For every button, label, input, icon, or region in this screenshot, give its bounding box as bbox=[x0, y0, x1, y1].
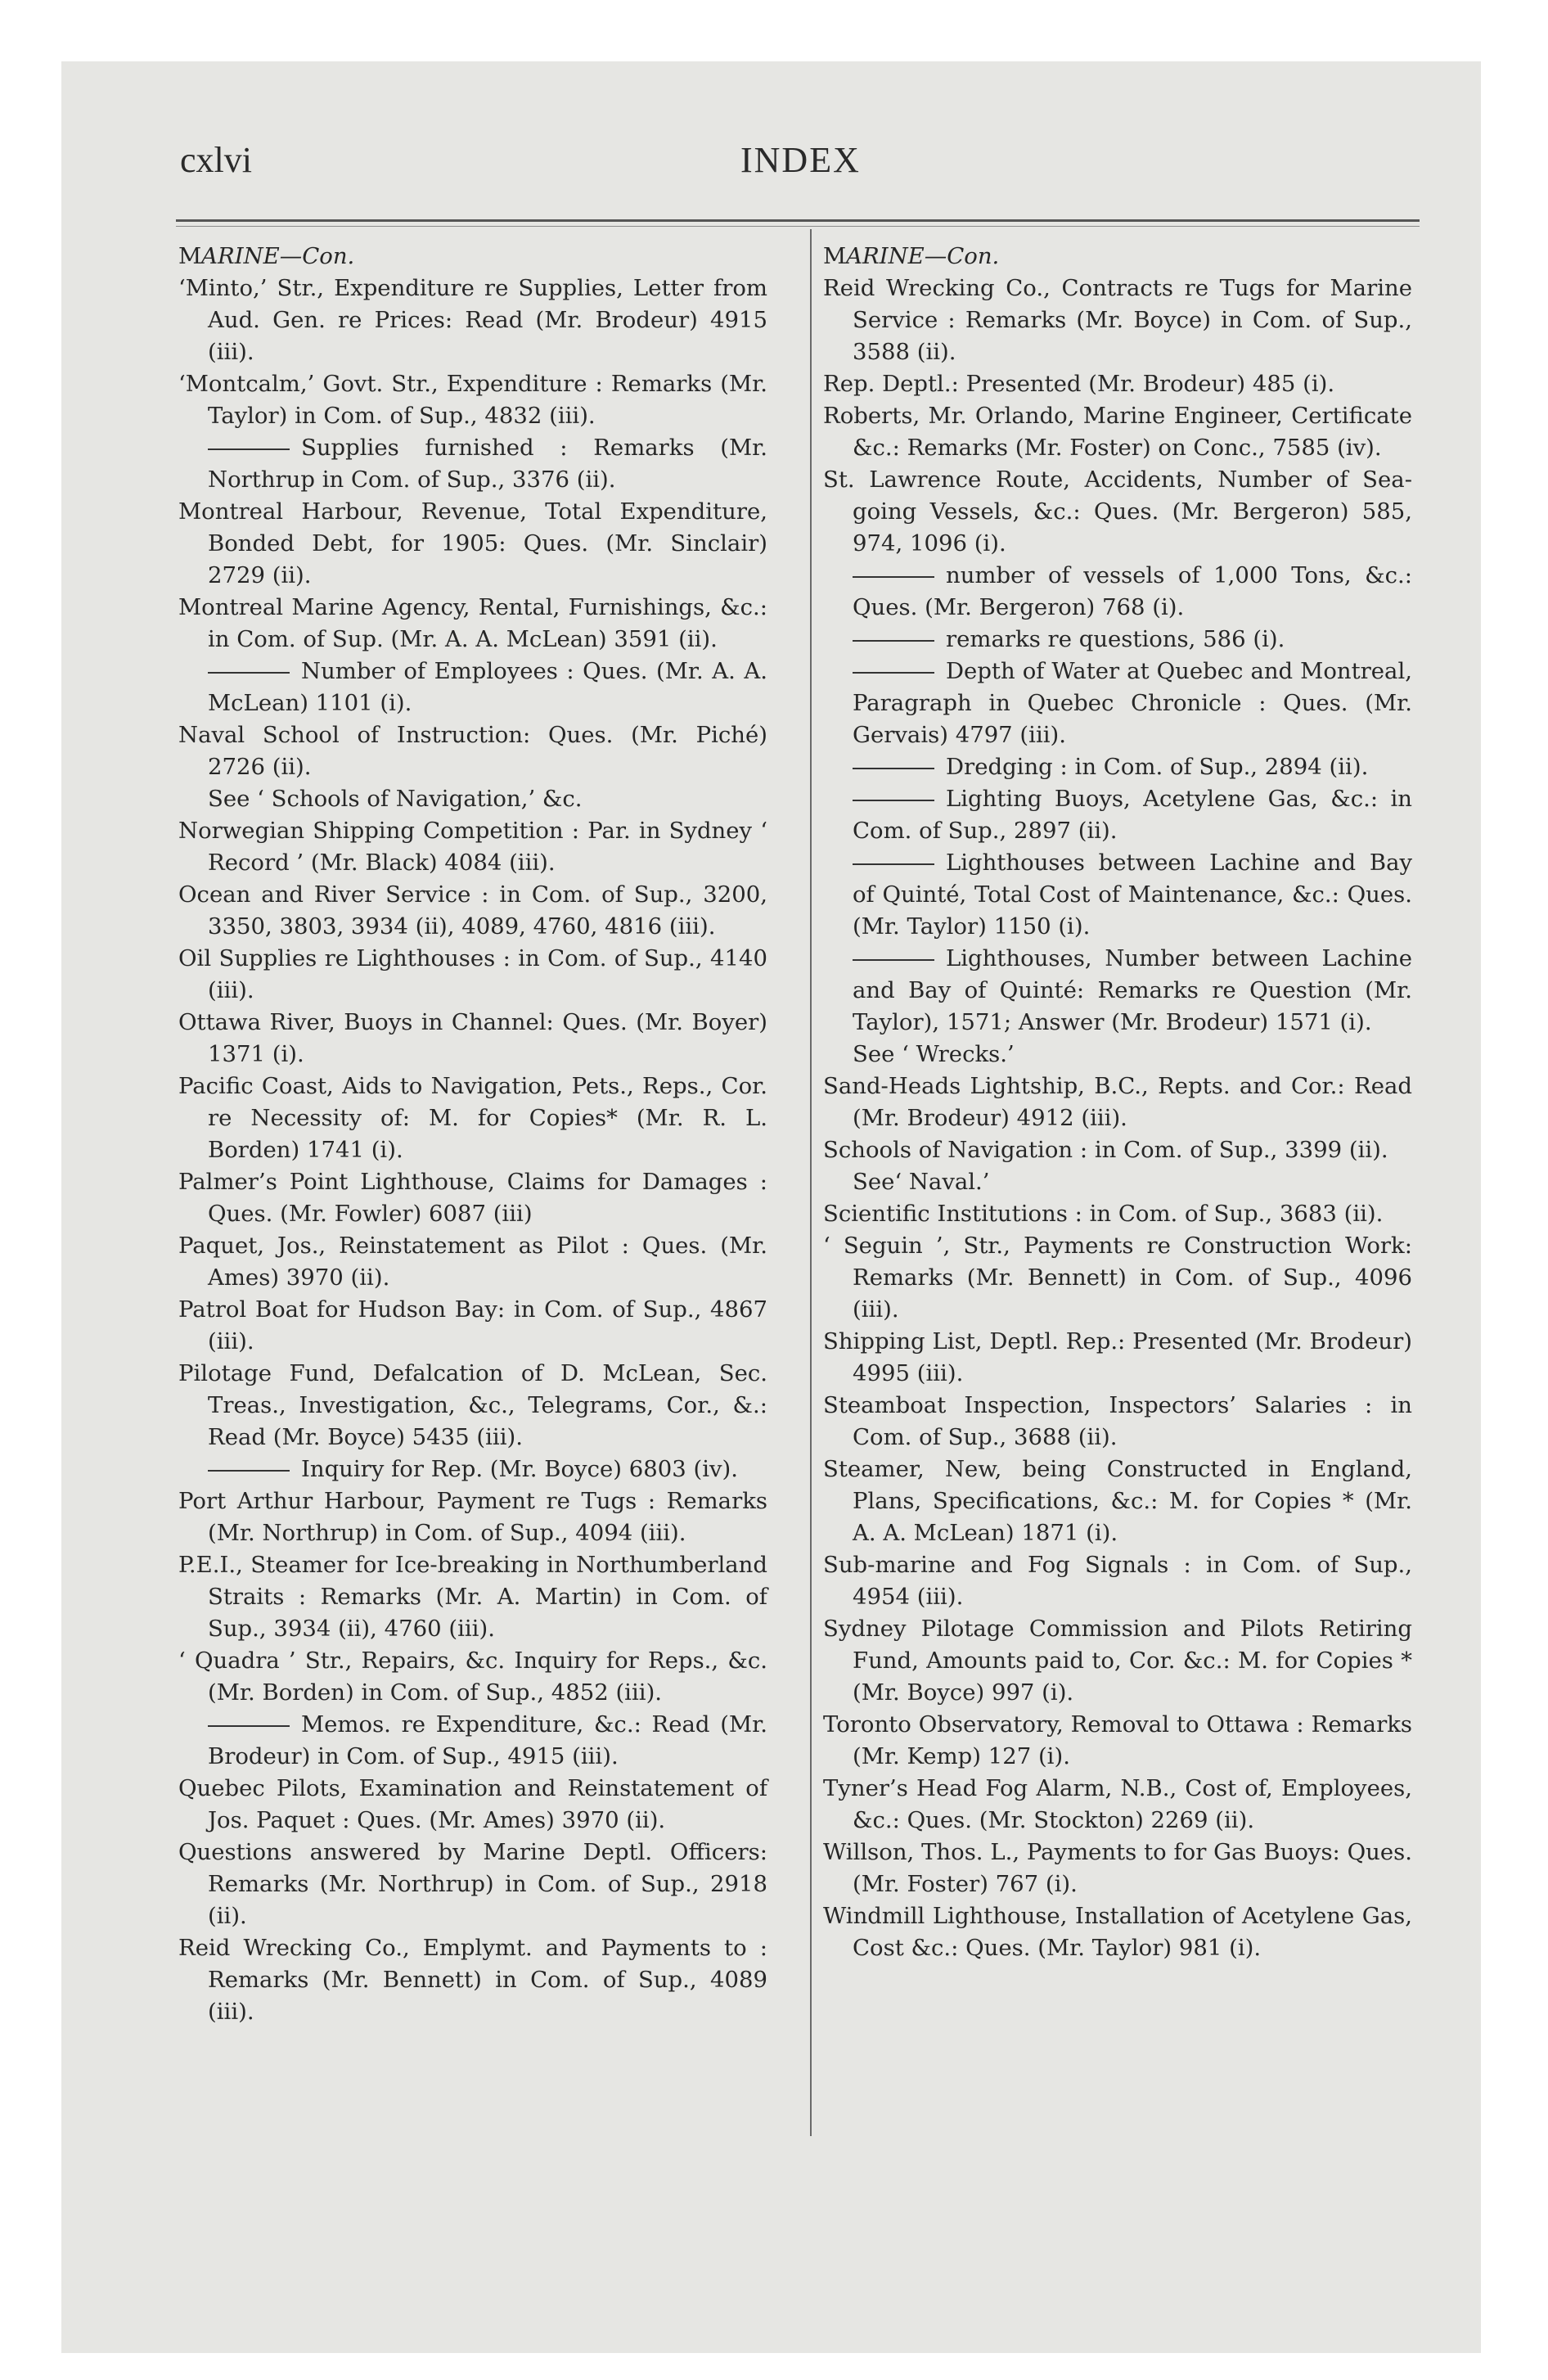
left-column bbox=[178, 241, 767, 2028]
index-entry-text: Palmer’s Point Lighthouse, Claims for Damages : Ques. (Mr. Fowler) 6087 (iii) bbox=[178, 1169, 767, 1227]
index-entry bbox=[823, 847, 1412, 943]
index-entry-text: Montreal Harbour, Revenue, Total Expenditure, Bonded Debt, for 1905: Ques. (Mr. Sinclair) 2729 (ii). bbox=[178, 498, 767, 588]
index-entry bbox=[823, 1837, 1412, 1900]
index-entry-text: Willson, Thos. L., Payments to for Gas Buoys: Ques. (Mr. Foster) 767 (i). bbox=[823, 1839, 1412, 1897]
index-entry bbox=[178, 1358, 767, 1454]
left-entry-list bbox=[178, 273, 767, 2028]
index-entry-text: Sydney Pilotage Commission and Pilots Retiring Fund, Amounts paid to, Cor. &c.: M. for Copies * (Mr. Boyce) 997 (i). bbox=[823, 1616, 1412, 1706]
index-entry-text: Ocean and River Service : in Com. of Sup., 3200, 3350, 3803, 3934 (ii), 4089, 4760, 4816 (iii). bbox=[178, 881, 767, 940]
index-entry-text: Montreal Marine Agency, Rental, Furnishings, &c.: in Com. of Sup. (Mr. A. A. McLean) 3591 (ii). bbox=[178, 594, 767, 652]
index-entry bbox=[178, 815, 767, 879]
index-entry bbox=[178, 1071, 767, 1166]
index-entry-text: Oil Supplies re Lighthouses : in Com. of Sup., 4140 (iii). bbox=[178, 945, 767, 1003]
index-entry bbox=[823, 943, 1412, 1039]
ditto-dash bbox=[208, 1470, 290, 1472]
index-entry-text: Steamboat Inspection, Inspectors’ Salaries : in Com. of Sup., 3688 (ii). bbox=[823, 1392, 1412, 1450]
index-entry bbox=[178, 783, 767, 815]
index-entry bbox=[823, 1454, 1412, 1549]
index-entry-text: Scientific Institutions : in Com. of Sup., 3683 (ii). bbox=[823, 1201, 1384, 1227]
index-entry bbox=[178, 1709, 767, 1773]
index-entry-text: ‘ Quadra ’ Str., Repairs, &c. Inquiry for Reps., &c. (Mr. Borden) in Com. of Sup., 4852 (iii). bbox=[178, 1648, 767, 1706]
ditto-dash bbox=[208, 1725, 290, 1727]
index-entry bbox=[823, 1039, 1412, 1071]
index-entry-text: Naval School of Instruction: Ques. (Mr. Piché) 2726 (ii). bbox=[178, 722, 767, 780]
index-entry bbox=[823, 1198, 1412, 1230]
index-entry-text: Steamer, New, being Constructed in England, Plans, Specifications, &c.: M. for Copies * (Mr. A. A. McLean) 1871 (i). bbox=[823, 1456, 1412, 1546]
ditto-dash bbox=[853, 672, 934, 674]
index-entry-text: Lighting Buoys, Acetylene Gas, &c.: in Com. of Sup., 2897 (ii). bbox=[853, 786, 1412, 844]
index-entry-text: Depth of Water at Quebec and Montreal, Paragraph in Quebec Chronicle : Ques. (Mr. Gervais) 4797 (iii). bbox=[853, 658, 1412, 748]
index-entry-text: See ‘ Wrecks.’ bbox=[853, 1041, 1015, 1067]
index-entry-text: ‘ Seguin ’, Str., Payments re Construction Work: Remarks (Mr. Bennett) in Com. of Sup., 4096 (iii). bbox=[823, 1233, 1412, 1323]
index-entry bbox=[823, 1166, 1412, 1198]
index-entry-text: Reid Wrecking Co., Contracts re Tugs for Marine Service : Remarks (Mr. Boyce) in Com. of Sup., 3588 (ii). bbox=[823, 275, 1412, 365]
index-entry-text: See‘ Naval.’ bbox=[853, 1169, 990, 1195]
index-entry bbox=[178, 432, 767, 496]
index-entry-text: Shipping List, Deptl. Rep.: Presented (Mr. Brodeur) 4995 (iii). bbox=[823, 1328, 1412, 1386]
right-column bbox=[823, 241, 1412, 1964]
index-entry-text: ‘Minto,’ Str., Expenditure re Supplies, Letter from Aud. Gen. re Prices: Read (Mr. Brodeur) 4915 (iii). bbox=[178, 275, 767, 365]
index-entry bbox=[178, 1485, 767, 1549]
index-entry bbox=[823, 464, 1412, 560]
index-entry-text: Number of Employees : Ques. (Mr. A. A. McLean) 1101 (i). bbox=[208, 658, 767, 716]
index-entry bbox=[178, 592, 767, 656]
index-entry bbox=[178, 1166, 767, 1230]
index-entry-text: St. Lawrence Route, Accidents, Number of Sea-going Vessels, &c.: Ques. (Mr. Bergeron) 585, 974, 1096 (i). bbox=[823, 467, 1412, 557]
index-entry bbox=[823, 1134, 1412, 1166]
left-column-heading: MARINE—Con. bbox=[178, 243, 355, 269]
index-entry bbox=[178, 656, 767, 719]
index-entry-text: Norwegian Shipping Competition : Par. in Sydney ‘ Record ’ (Mr. Black) 4084 (iii). bbox=[178, 818, 767, 876]
index-entry bbox=[823, 1549, 1412, 1613]
index-entry-text: Supplies furnished : Remarks (Mr. Northrup in Com. of Sup., 3376 (ii). bbox=[208, 435, 767, 493]
index-entry-text: Lighthouses between Lachine and Bay of Quinté, Total Cost of Maintenance, &c.: Ques. (Mr. Taylor) 1150 (i). bbox=[853, 850, 1412, 940]
index-entry-text: Dredging : in Com. of Sup., 2894 (ii). bbox=[946, 754, 1369, 780]
right-entry-list bbox=[823, 273, 1412, 1964]
index-entry bbox=[178, 496, 767, 592]
index-entry bbox=[823, 656, 1412, 751]
index-entry-text: Inquiry for Rep. (Mr. Boyce) 6803 (iv). bbox=[301, 1456, 738, 1482]
index-entry bbox=[178, 1454, 767, 1485]
ditto-dash bbox=[208, 672, 290, 674]
index-entry bbox=[178, 1230, 767, 1294]
ditto-dash bbox=[853, 800, 934, 801]
index-entry-text: Schools of Navigation : in Com. of Sup., 3399 (ii). bbox=[823, 1137, 1388, 1163]
index-entry-text: remarks re questions, 586 (i). bbox=[946, 626, 1285, 652]
column-divider bbox=[810, 229, 812, 2136]
index-entry bbox=[823, 1326, 1412, 1390]
index-entry-text: Ottawa River, Buoys in Channel: Ques. (Mr. Boyer) 1371 (i). bbox=[178, 1009, 767, 1067]
index-entry bbox=[178, 273, 767, 368]
index-entry bbox=[823, 368, 1412, 400]
index-entry bbox=[823, 751, 1412, 783]
index-entry bbox=[823, 1709, 1412, 1773]
index-entry bbox=[178, 1773, 767, 1837]
index-entry bbox=[178, 943, 767, 1007]
index-entry-text: Pacific Coast, Aids to Navigation, Pets., Reps., Cor. re Necessity of: M. for Copies* (Mr. R. L. Borden) 1741 (i). bbox=[178, 1073, 767, 1163]
index-entry bbox=[823, 1390, 1412, 1454]
index-entry bbox=[823, 560, 1412, 624]
index-entry-text: Rep. Deptl.: Presented (Mr. Brodeur) 485 (i). bbox=[823, 371, 1335, 397]
index-entry bbox=[178, 879, 767, 943]
index-entry-text: Roberts, Mr. Orlando, Marine Engineer, Certificate &c.: Remarks (Mr. Foster) on Conc., 7585 (iv). bbox=[823, 403, 1412, 461]
index-entry-text: Lighthouses, Number between Lachine and Bay of Quinté: Remarks re Question (Mr. Taylor), 1571; Answer (Mr. Brodeur) 1571 (i). bbox=[853, 945, 1412, 1035]
index-entry-text: See ‘ Schools of Navigation,’ &c. bbox=[208, 786, 583, 812]
page-title: INDEX bbox=[740, 140, 861, 180]
index-entry bbox=[823, 400, 1412, 464]
index-entry bbox=[178, 1645, 767, 1709]
index-entry-text: Windmill Lighthouse, Installation of Acetylene Gas, Cost &c.: Ques. (Mr. Taylor) 981 (i). bbox=[823, 1903, 1412, 1961]
index-entry-text: Port Arthur Harbour, Payment re Tugs : Remarks (Mr. Northrup) in Com. of Sup., 4094 (iii). bbox=[178, 1488, 767, 1546]
index-entry bbox=[178, 1837, 767, 1932]
index-entry-text: Toronto Observatory, Removal to Ottawa : Remarks (Mr. Kemp) 127 (i). bbox=[823, 1711, 1412, 1769]
index-entry-text: Pilotage Fund, Defalcation of D. McLean, Sec. Treas., Investigation, &c., Telegrams, Cor., &.: Read (Mr. Boyce) 5435 (iii). bbox=[178, 1360, 767, 1450]
index-entry bbox=[178, 1549, 767, 1645]
index-entry bbox=[823, 273, 1412, 368]
ditto-dash bbox=[853, 768, 934, 769]
index-entry bbox=[823, 1230, 1412, 1326]
index-entry-text: Patrol Boat for Hudson Bay: in Com. of Sup., 4867 (iii). bbox=[178, 1296, 767, 1355]
index-entry-text: ‘Montcalm,’ Govt. Str., Expenditure : Remarks (Mr. Taylor) in Com. of Sup., 4832 (iii). bbox=[178, 371, 767, 429]
index-entry bbox=[823, 1071, 1412, 1134]
index-entry bbox=[823, 1613, 1412, 1709]
index-entry-text: Tyner’s Head Fog Alarm, N.B., Cost of, Employees, &c.: Ques. (Mr. Stockton) 2269 (ii). bbox=[823, 1775, 1412, 1833]
header-rule bbox=[176, 219, 1420, 222]
index-entry-text: P.E.I., Steamer for Ice-breaking in Northumberland Straits : Remarks (Mr. A. Martin) in Com. of Sup., 3934 (ii), 4760 (iii). bbox=[178, 1552, 767, 1642]
index-entry bbox=[823, 1900, 1412, 1964]
ditto-dash bbox=[853, 576, 934, 578]
ditto-dash bbox=[853, 640, 934, 642]
index-entry-text: Quebec Pilots, Examination and Reinstatement of Jos. Paquet : Ques. (Mr. Ames) 3970 (ii). bbox=[178, 1775, 767, 1833]
index-entry-text: Reid Wrecking Co., Emplymt. and Payments to : Remarks (Mr. Bennett) in Com. of Sup., 4089 (iii). bbox=[178, 1935, 767, 2025]
ditto-dash bbox=[208, 449, 290, 450]
index-entry bbox=[178, 1932, 767, 2028]
index-entry bbox=[178, 1007, 767, 1071]
ditto-dash bbox=[853, 959, 934, 961]
index-entry-text: number of vessels of 1,000 Tons, &c.: Ques. (Mr. Bergeron) 768 (i). bbox=[853, 562, 1412, 620]
page-number: cxlvi bbox=[180, 140, 252, 180]
index-entry-text: Sand-Heads Lightship, B.C., Repts. and Cor.: Read (Mr. Brodeur) 4912 (iii). bbox=[823, 1073, 1412, 1131]
index-entry bbox=[178, 368, 767, 432]
index-entry-text: Questions answered by Marine Deptl. Officers: Remarks (Mr. Northrup) in Com. of Sup., 2918 (ii). bbox=[178, 1839, 767, 1929]
index-entry-text: Sub-marine and Fog Signals : in Com. of Sup., 4954 (iii). bbox=[823, 1552, 1412, 1610]
index-entry bbox=[823, 1773, 1412, 1837]
index-entry bbox=[178, 1294, 767, 1358]
right-column-heading: MARINE—Con. bbox=[823, 243, 1000, 269]
index-entry-text: Memos. re Expenditure, &c.: Read (Mr. Brodeur) in Com. of Sup., 4915 (iii). bbox=[208, 1711, 767, 1769]
index-entry bbox=[823, 783, 1412, 847]
ditto-dash bbox=[853, 863, 934, 865]
index-entry bbox=[823, 624, 1412, 656]
index-entry bbox=[178, 719, 767, 783]
header-rule-thin bbox=[176, 226, 1420, 227]
index-entry-text: Paquet, Jos., Reinstatement as Pilot : Ques. (Mr. Ames) 3970 (ii). bbox=[178, 1233, 767, 1291]
